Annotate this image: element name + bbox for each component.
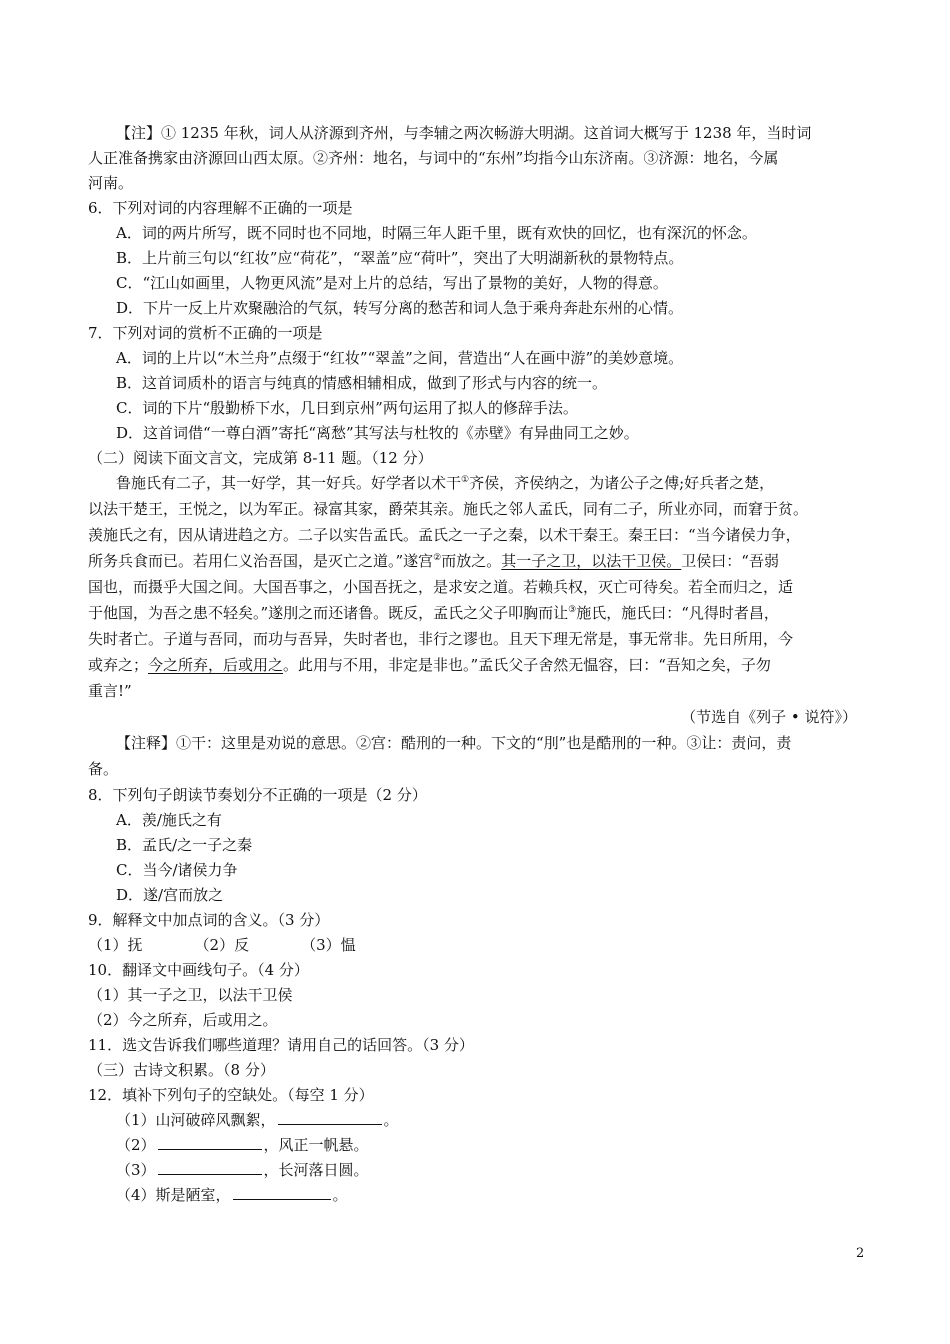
section3-title: （三）古诗文积累。（8 分） bbox=[88, 1061, 275, 1079]
passage-line-7: 失时者亡。子道与吾同，而功与吾异，失时者也，非行之谬也。且天下理无常是，事无常非。先日所用，今 bbox=[88, 630, 794, 648]
annotation-line-1: 【注释】①干：这里是劝说的意思。②宫：酷刑的一种。下文的“刖”也是酷刑的一种。③让：责问，责 bbox=[116, 734, 792, 752]
q9-item-2: （2）反 bbox=[194, 936, 250, 954]
annotation-line-2: 备。 bbox=[88, 760, 119, 778]
passage-line-6: 于他国，为吾之患不轻矣。”遂刖之而还诸鲁。既反，孟氏之父子叩胸而让③施氏，施氏曰：“凡得时者昌， bbox=[88, 604, 779, 622]
q8-option-c: C．当今/诸侯力争 bbox=[116, 861, 238, 879]
passage-line-5: 国也，而摄乎大国之间。大国吾事之，小国吾抚之，是求安之道。若赖兵权，灭亡可待矣。若全而归之，适 bbox=[88, 578, 794, 596]
q9-item-1: （1）抚 bbox=[88, 936, 143, 954]
q12-item-4: （4）斯是陋室， 。 bbox=[116, 1186, 348, 1204]
q10-stem: 10．翻译文中画线句子。（4 分） bbox=[88, 961, 309, 979]
passage-line-4: 所务兵食而已。若用仁义治吾国，是灭亡之道。”遂宫②而放之。其一子之卫，以法干卫侯。卫侯曰：“吾弱 bbox=[88, 552, 779, 570]
fill-blank-3[interactable] bbox=[158, 1160, 262, 1175]
underlined-sentence-1: 其一子之卫，以法干卫侯。 bbox=[501, 552, 682, 570]
page-number: 2 bbox=[856, 1246, 865, 1261]
q8-option-a: A．羡/施氏之有 bbox=[116, 811, 222, 829]
passage-line-3: 羡施氏之有，因从请进趋之方。二子以实告孟氏。孟氏之一子之秦，以术干秦王。秦王曰：“当今诸侯力争， bbox=[88, 526, 801, 544]
q7-stem: 7．下列对词的赏析不正确的一项是 bbox=[88, 324, 323, 342]
q6-option-b: B．上片前三句以“红妆”应“荷花”，“翠盖”应“荷叶”，突出了大明湖新秋的景物特点。 bbox=[116, 249, 684, 267]
q6-option-a: A．词的两片所写，既不同时也不同地，时隔三年人距千里，既有欢快的回忆，也有深沉的怀念。 bbox=[116, 224, 757, 242]
q12-item-1: （1）山河破碎风飘絮， 。 bbox=[116, 1111, 399, 1129]
q6-option-c: C．“江山如画里，人物更风流”是对上片的总结，写出了景物的美好，人物的得意。 bbox=[116, 274, 668, 292]
q6-stem: 6．下列对词的内容理解不正确的一项是 bbox=[88, 199, 353, 217]
note-line-3: 河南。 bbox=[88, 174, 134, 192]
fill-blank-2[interactable] bbox=[158, 1135, 262, 1150]
passage-line-8: 或弃之；今之所弃，后或用之。此用与不用，非定是非也。”孟氏父子舍然无愠容，曰：“吾知之矣，子勿 bbox=[88, 656, 771, 674]
passage-line-9: 重言!” bbox=[88, 682, 132, 700]
q10-item-2: （2）今之所弃，后或用之。 bbox=[88, 1011, 278, 1029]
q9-item-3: （3）愠 bbox=[301, 936, 356, 954]
note-line-2: 人正准备携家由济源回山西太原。②齐州：地名，与词中的“东州”均指今山东济南。③济源：地名，今属 bbox=[88, 149, 779, 167]
q8-stem: 8．下列句子朗读节奏划分不正确的一项是（2 分） bbox=[88, 786, 427, 804]
section2-title: （二）阅读下面文言文，完成第 8-11 题。（12 分） bbox=[88, 449, 433, 467]
passage-line-1: 鲁施氏有二子，其一好学，其一好兵。好学者以术干①齐侯，齐侯纳之，为诸公子之傅;好兵者之楚， bbox=[116, 474, 775, 492]
q7-option-a: A．词的上片以“木兰舟”点缀于“红妆”“翠盖”之间，营造出“人在画中游”的美妙意境。 bbox=[116, 349, 684, 367]
q9-items bbox=[88, 934, 356, 956]
q8-option-b: B．孟氏/之一子之秦 bbox=[116, 836, 253, 854]
fill-blank-4[interactable] bbox=[233, 1185, 331, 1200]
q8-option-d: D．遂/宫而放之 bbox=[116, 886, 224, 904]
q12-stem: 12．填补下列句子的空缺处。（每空 1 分） bbox=[88, 1086, 374, 1104]
q7-option-c: C．词的下片“殷勤桥下水，几日到京州”两句运用了拟人的修辞手法。 bbox=[116, 399, 578, 417]
q7-option-b: B．这首词质朴的语言与纯真的情感相辅相成，做到了形式与内容的统一。 bbox=[116, 374, 608, 392]
passage-source: （节选自《列子 • 说符》） bbox=[681, 708, 857, 726]
q12-item-2: （2） ，风正一帆悬。 bbox=[116, 1136, 369, 1154]
note-line-1: 【注】① 1235 年秋，词人从济源到齐州，与李辅之两次畅游大明湖。这首词大概写于 1238 年，当时词 bbox=[116, 124, 812, 142]
passage-line-2: 以法干楚王，王悦之，以为军正。禄富其家，爵荣其亲。施氏之邻人孟氏，同有二子，所业亦同，而窘于贫。 bbox=[88, 500, 809, 518]
q11-stem: 11．选文告诉我们哪些道理？请用自己的话回答。（3 分） bbox=[88, 1036, 474, 1054]
q12-item-3: （3） ，长河落日圆。 bbox=[116, 1161, 369, 1179]
fill-blank-1[interactable] bbox=[278, 1110, 382, 1125]
q7-option-d: D．这首词借“一尊白酒”寄托“离愁”其写法与杜牧的《赤壁》有异曲同工之妙。 bbox=[116, 424, 639, 442]
q6-option-d: D．下片一反上片欢聚融洽的气氛，转写分离的愁苦和词人急于乘舟奔赴东州的心情。 bbox=[116, 299, 684, 317]
q10-item-1: （1）其一子之卫，以法干卫侯 bbox=[88, 986, 293, 1004]
underlined-sentence-2: 今之所弃，后或用之 bbox=[148, 656, 284, 674]
q9-stem: 9．解释文中加点词的含义。（3 分） bbox=[88, 911, 330, 929]
